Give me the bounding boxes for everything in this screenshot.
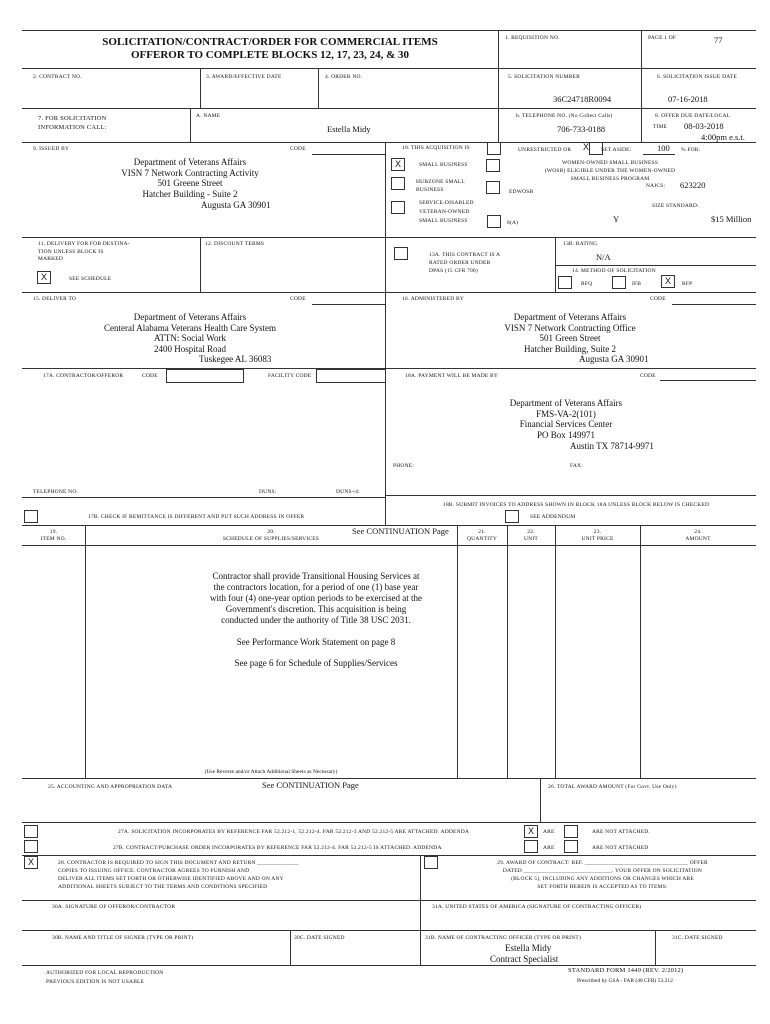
info-call-label: 7. FOR SOLICITATION INFORMATION CALL: [38,115,107,131]
deliver-to-label: 15. DELIVER TO [33,296,77,302]
prescribed-by: Prescribed by GSA - FAR (48 CFR) 53.212 [577,978,673,984]
small-business-label: SMALL BUSINESS [419,162,468,168]
sdvosb-label: SERVICE-DISABLED VETERAN-OWNED SMALL BUSINESS [419,200,474,224]
wosb-label: WOMEN-OWNED SMALL BUSINESS (WOSB) ELIGIBLE UNDER THE WOMEN-OWNED SMALL BUSINESS PROGRAM [544,160,676,182]
accounting-see-continuation: See CONTINUATION Page [262,780,359,790]
29-checkbox[interactable] [424,856,438,869]
ifb-label: IFB [632,281,642,287]
rating-label: 13B. RATING [563,241,598,247]
27a-are-label: ARE [543,829,555,835]
reverse-note: (Use Reverse and/or Attach Additional Sheets as Necessary) [204,769,338,775]
page-label: PAGE 1 OF [648,35,677,41]
footer-left: AUTHORIZED FOR LOCAL REPRODUCTION PREVIOUS EDITION IS NOT USABLE [46,970,164,985]
issued-by-address: Department of Veterans Affairs VISN 7 Network Contracting Activity 501 Greene Street Hatcher Building - Suite 2 [121,157,259,199]
27a-text: 27A. SOLICITATION INCORPORATES BY REFERENCE FAR 52.212-1, 52.212-4. FAR 52.212-3 AND 52.212-5 ARE ATTACHED. ADDENDA [118,829,470,835]
hubzone-label: HUBZONE SMALL BUSINESS [416,179,465,193]
27b-text: 27B. CONTRACT/PURCHASE ORDER INCORPORATES BY REFERENCE FAR 52.212-4. FAR 52.212-5 IS ATTACHED. ADDENDA [113,845,442,851]
payment-city: Austin TX 78714-9971 [570,441,654,451]
edwosb-label: EDWOSB [509,189,534,195]
issued-by-city: Augusta GA 30901 [201,200,271,210]
27a-are-mark: X [527,826,534,836]
page-total: 77 [714,35,723,45]
27b-are-not-checkbox[interactable] [564,840,578,853]
see-schedule-label: SEE SCHEDULE [69,276,112,282]
27b-are-checkbox[interactable] [524,840,538,853]
offer-due-time: 4:00pm e.s.t. [701,132,745,142]
eight-a-checkbox[interactable] [487,215,501,228]
telephone-label: b. TELEPHONE NO. (No Collect Calls) [516,113,613,119]
27a-are-not-label: ARE NOT ATTACHED. [592,829,651,835]
requisition-label: 1. REQUISITION NO. [505,35,560,41]
issue-date: 07-16-2018 [668,94,708,104]
see-schedule-mark: X [40,272,47,282]
administered-by-label: 16. ADMINISTERED BY [402,296,465,302]
payment-label: 18A. PAYMENT WILL BE MADE BY [405,373,499,379]
contractor-label: 17A. CONTRACTOR/OFFEROR [43,373,124,379]
method-label: 14. METHOD OF SOLICITATION [572,268,656,274]
30a-label: 30A. SIGNATURE OF OFFEROR/CONTRACTOR [52,904,176,910]
31a-label: 31A. UNITED STATES OF AMERICA (SIGNATURE OF CONTRACTING OFFICER) [432,904,642,910]
size-standard-label: SIZE STANDARD: [652,203,699,209]
issued-by-code-label: CODE [290,146,306,152]
addendum-checkbox[interactable] [505,510,519,523]
deliver-to-city: Tuskegee AL 36083 [199,354,272,364]
accounting-label: 25. ACCOUNTING AND APPROPRIATION DATA [48,784,173,790]
administered-by-code-label: CODE [650,296,666,302]
col-schedule: 20. SCHEDULE OF SUPPLIES/SERVICES [222,529,320,542]
total-award-label: 26. TOTAL AWARD AMOUNT (For Govt. Use Only) [548,784,677,790]
rated-order-checkbox[interactable] [394,247,408,260]
unrestricted-mark: X [583,142,590,152]
acquisition-checkbox[interactable] [487,142,501,155]
col-item-no: 19. ITEM NO. [40,529,67,542]
offer-due-date: 08-03-2018 [684,121,724,131]
administered-by-address: Department of Veterans Affairs VISN 7 Network Contracting Office 501 Green Street Hatcher Building, Suite 2 [504,312,636,354]
30c-label: 30C. DATE SIGNED [294,935,345,941]
eight-a-label: 8(A) [507,220,519,226]
delivery-label: 11. DELIVERY FOR FOB DESTINA- TION UNLESS BLOCK IS MARKED [38,241,130,262]
rfp-label: RFP [682,281,693,287]
telephone-label-17: TELEPHONE NO. [33,489,79,495]
award-date-label: 3. AWARD/EFFECTIVE DATE [206,74,282,80]
30b-label: 30B. NAME AND TITLE OF SIGNER (TYPE OR PRINT) [52,935,194,941]
percent-for-label: % FOR: [681,147,701,153]
officer-name: Estella Midy [505,943,552,953]
rating-value: N/A [596,252,611,262]
27b-checkbox[interactable] [24,840,38,853]
contact-name: Estella Midy [327,124,371,134]
31c-label: 31C. DATE SIGNED [672,935,723,941]
rfq-label: RFQ [581,281,593,287]
discount-terms-label: 12. DISCOUNT TERMS [205,241,265,247]
submit-invoices-label: 18B. SUBMIT INVOICES TO ADDRESS SHOWN IN BLOCK 18A UNLESS BLOCK BELOW IS CHECKED [443,502,710,508]
unrestricted-label: UNRESTRICTED OR [518,147,572,153]
naics-code: 623220 [680,180,706,190]
title-line-2: OFFEROR TO COMPLETE BLOCKS 12, 17, 23, 24, & 30 [131,49,409,61]
edwosb-checkbox[interactable] [486,181,500,194]
rfp-checkbox[interactable] [661,275,675,288]
duns-label: DUNS: [259,489,277,495]
col-unit-price: 23. UNIT PRICE [581,529,614,542]
sdvosb-checkbox[interactable] [391,201,405,214]
payment-address: Department of Veterans Affairs FMS-VA-2(101) Financial Services Center PO Box 149971 [509,398,623,440]
administered-by-city: Augusta GA 30901 [579,354,649,364]
phone-label: PHONE: [393,463,415,469]
remittance-checkbox[interactable] [24,510,38,523]
form-number: STANDARD FORM 1449 (REV. 2/2012) [568,967,684,974]
schedule-see-continuation: See CONTINUATION Page [352,526,449,536]
col-unit: 22. UNIT [524,529,538,542]
28-text: 28. CONTRACTOR IS REQUIRED TO SIGN THIS DOCUMENT AND RETURN ______________ COPIES TO ISSUING OFFICE. CONTRACTOR AGREES TO FURNISH AND DELIVER ALL ITEMS SET FORTH OR OTHERWISE IDENTIFIED ABOVE AND ON ANY ADDITIONAL SHEETS SUBJECT TO THE TERMS AND CONDITIONS SPECIFIED [58,860,299,890]
fax-label: FAX: [570,463,583,469]
31b-label: 31B. NAME OF CONTRACTING OFFICER (TYPE OR PRINT) [425,935,581,941]
solicitation-number: 36C24718R0094 [553,94,612,104]
addendum-label: SEE ADDENDUM [530,514,576,520]
contract-no-label: 2. CONTRACT NO. [33,74,82,80]
set-aside-label: SET ASIDE: [601,147,632,153]
28-mark: X [27,857,34,867]
27a-checkbox[interactable] [24,825,38,838]
set-aside-percent: 100 [657,143,670,153]
27a-are-checkbox[interactable] [524,825,538,838]
offer-due-label: 8. OFFER DUE DATE/LOCAL [655,113,731,119]
telephone-number: 706-733-0188 [557,124,606,134]
small-business-mark: X [394,159,401,169]
name-label: A. NAME [196,113,221,119]
col-amount: 24. AMOUNT [685,529,711,542]
facility-code-field[interactable] [316,369,386,383]
27a-are-not-checkbox[interactable] [564,825,578,838]
facility-code-label: FACILITY CODE [268,373,312,379]
27b-are-label: ARE [543,845,555,851]
deliver-to-address: Department of Veterans Affairs Centeral Alabama Veterans Health Care System ATTN: Social Work 2400 Hospital Road [103,312,277,354]
issued-by-label: 9. ISSUED BY [33,146,70,152]
hubzone-checkbox[interactable] [391,177,405,190]
schedule-description: Contractor shall provide Transitional Housing Services at the contractors location, for a period of one (1) base year with four (4) one-year option periods to be exercised at the Government's discretion. This acquisition is being conducted under the authority of Title 38 USC 2031. [210,571,422,625]
issue-date-label: 6. SOLICITATION ISSUE DATE [657,74,737,80]
schedule-note: See page 6 for Schedule of Supplies/Services [234,658,398,668]
size-standard: $15 Million [711,214,752,224]
pws-note: See Performance Work Statement on page 8 [236,637,396,647]
payment-code-label: CODE [640,373,656,379]
time-label: TIME [653,124,668,130]
col-quantity: 21. QUANTITY [466,529,497,542]
y-mark: Y [613,214,620,224]
wosb-checkbox[interactable] [486,159,500,172]
rfq-checkbox[interactable] [558,276,572,289]
officer-title: Contract Specialist [490,954,559,964]
duns4-label: DUNS+4: [336,489,360,495]
contractor-code-field[interactable] [166,369,244,383]
rated-order-label: 13A. THIS CONTRACT IS A RATED ORDER UNDER DPAS (15 CFR 700) [429,252,501,274]
28-checkbox[interactable] [24,856,38,869]
form-title [60,36,480,62]
title-line-1: SOLICITATION/CONTRACT/ORDER FOR COMMERCIAL ITEMS [102,36,438,48]
order-no-label: 4. ORDER NO. [325,74,363,80]
27b-are-not-label: ARE NOT ATTACHED [592,845,649,851]
29-text: 29. AWARD OF CONTRACT: REF. ___________________________________ OFFER DATED ______________________________. YOUR OFFER ON SOLICITATION (BLOCK 5), INCLUDING ANY ADDITIONS OR CHANGES WHICH ARE SET FORTH HEREIN IS ACCEPTED AS TO ITEMS: [497,860,708,890]
acquisition-label: 10. THIS ACQUISITION IS [402,145,470,151]
ifb-checkbox[interactable] [612,276,626,289]
small-business-checkbox[interactable] [391,158,405,171]
see-schedule-checkbox[interactable] [37,271,51,284]
contractor-code-label: CODE [142,373,158,379]
naics-label: NAICS: [646,183,666,189]
remittance-label: 17B. CHECK IF REMITTANCE IS DIFFERENT AND PUT SUCH ADDRESS IN OFFER [88,514,305,520]
solicitation-number-label: 5. SOLICITATION NUMBER [508,74,580,80]
rfp-mark: X [664,276,671,286]
deliver-to-code-label: CODE [290,296,306,302]
